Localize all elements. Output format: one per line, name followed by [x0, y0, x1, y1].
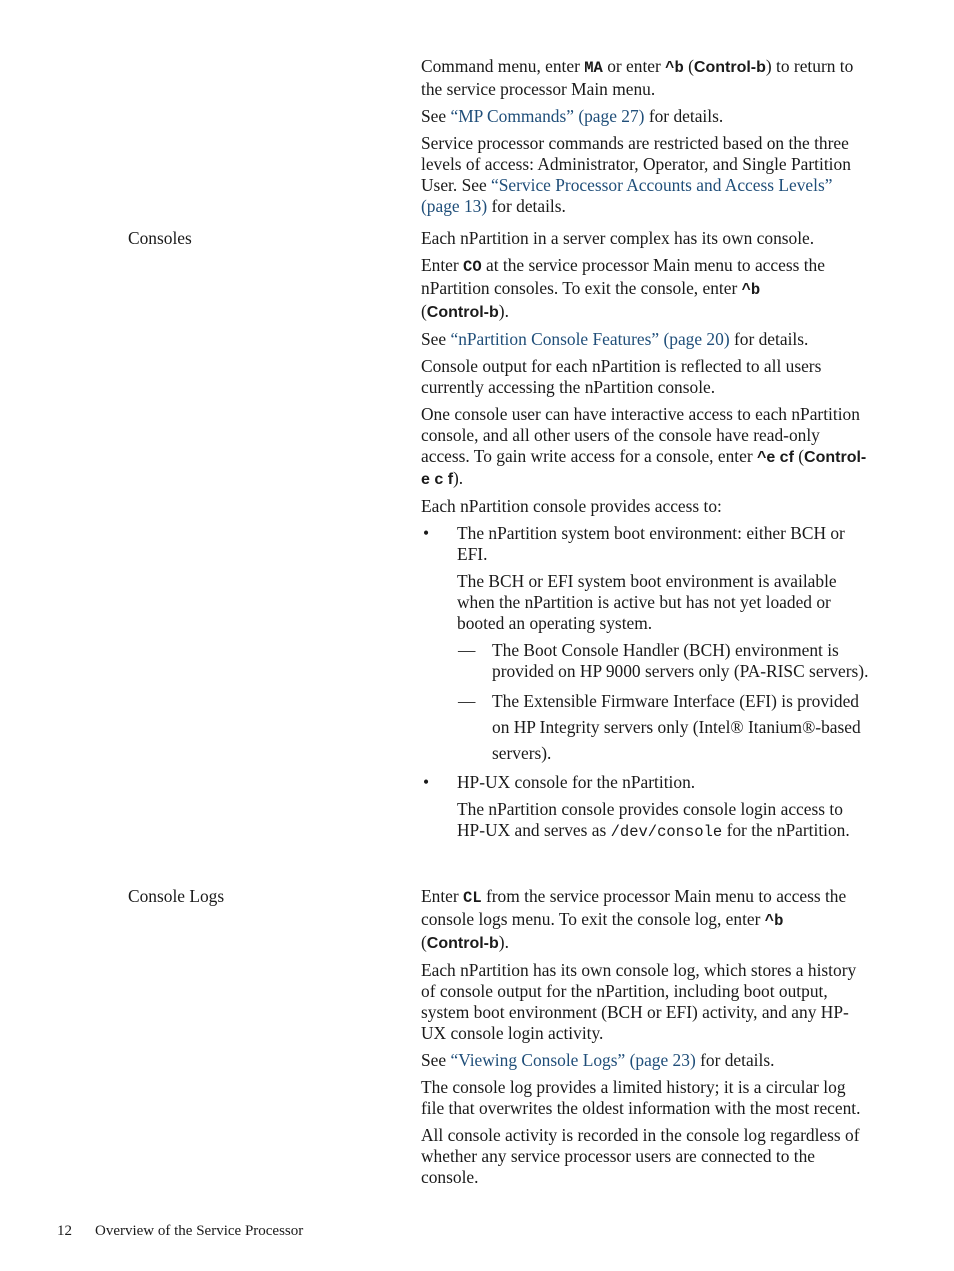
- key-control-b: Control-b: [426, 935, 499, 952]
- list-item: — The Extensible Firmware Interface (EFI) is provided on HP Integrity servers only (Intel® Itanium®-based servers).: [421, 688, 869, 766]
- list-item: • HP-UX console for the nPartition.: [423, 772, 696, 792]
- consoles-enter-paragraph: Enter CO at the service processor Main menu to access the nPartition consoles. To exit the console, enter ^b (Control-b).: [421, 255, 825, 321]
- console-output-paragraph: Console output for each nPartition is reflected to all users currently accessing the nPartition console.: [421, 356, 822, 397]
- command-ctrl-b: ^b: [764, 912, 784, 930]
- term-console-logs: Console Logs: [128, 886, 225, 906]
- command-ctrl-b: ^b: [665, 59, 684, 77]
- key-control-b: Control-b: [426, 304, 499, 321]
- hpux-console-detail: The nPartition console provides console login access to HP-UX and serves as /dev/console for the nPartition.: [457, 799, 850, 841]
- access-list-intro: Each nPartition console provides access to:: [421, 496, 722, 516]
- console-logs-block: [421, 886, 869, 1194]
- boot-environment-detail: The BCH or EFI system boot environment is available when the nPartition is active but has not yet loaded or booted an operating system.: [457, 571, 837, 633]
- command-ctrl-b: ^b: [741, 281, 761, 299]
- accounts-access-link[interactable]: “Service Processor Accounts and Access Levels” (page 13): [421, 175, 833, 216]
- console-log-history-paragraph: Each nPartition has its own console log, which stores a history of console output for the nPartition, including boot output, system boot environment (BCH or EFI) activity, and any HP-UX console login activity.: [421, 960, 857, 1043]
- console-features-paragraph: See “nPartition Console Features” (page 20) for details.: [421, 329, 809, 349]
- intro-block: [421, 56, 869, 223]
- activity-recorded-paragraph: All console activity is recorded in the console log regardless of whether any service processor users are connected to the console.: [421, 1125, 860, 1187]
- dash-mark: —: [458, 640, 476, 660]
- consoles-intro: Each nPartition in a server complex has its own console.: [421, 228, 815, 248]
- dash-mark: —: [458, 691, 476, 711]
- command-ma: MA: [584, 59, 603, 77]
- circular-log-paragraph: The console log provides a limited history; it is a circular log file that overwrites the oldest information with the most recent.: [421, 1077, 861, 1118]
- list-item: • The nPartition system boot environment: either BCH or EFI.: [423, 523, 845, 564]
- page-footer: [57, 1222, 303, 1240]
- command-co: CO: [463, 258, 482, 276]
- console-features-link[interactable]: “nPartition Console Features” (page 20): [450, 329, 730, 349]
- write-access-paragraph: One console user can have interactive access to each nPartition console, and all other users of the console have read-only access. To gain write access for a console, enter ^e cf (Control-e c f).: [421, 404, 867, 488]
- bullet-mark: •: [423, 772, 430, 792]
- command-menu-paragraph: Command menu, enter MA or enter ^b (Control-b) to return to the service processor Main menu.: [421, 56, 854, 99]
- term-consoles: Consoles: [128, 228, 192, 248]
- viewing-logs-paragraph: See “Viewing Console Logs” (page 23) for details.: [421, 1050, 775, 1070]
- page-number: 12: [57, 1223, 72, 1239]
- bullet-mark: •: [423, 523, 430, 543]
- key-control-e-c-f: Control-e c f: [421, 449, 867, 488]
- mp-commands-link[interactable]: “MP Commands” (page 27): [450, 106, 645, 126]
- access-levels-paragraph: Service processor commands are restricted based on the three levels of access: Administrator, Operator, and Single Partition User. See “Service Processor Accounts and Access Levels” (page 13) for details.: [421, 133, 851, 216]
- key-ctrl-e-cf: ^e cf: [756, 449, 794, 466]
- key-control-b: Control-b: [693, 59, 766, 76]
- consoles-block: [421, 228, 869, 849]
- command-cl: CL: [463, 889, 482, 907]
- mp-commands-paragraph: See “MP Commands” (page 27) for details.: [421, 106, 724, 126]
- viewing-console-logs-link[interactable]: “Viewing Console Logs” (page 23): [450, 1050, 696, 1070]
- console-logs-enter-paragraph: Enter CL from the service processor Main menu to access the console logs menu. To exit the console log, enter ^b (Control-b).: [421, 886, 847, 952]
- dev-console-path: /dev/console: [610, 823, 723, 841]
- footer-title: Overview of the Service Processor: [95, 1223, 304, 1239]
- list-item: — The Boot Console Handler (BCH) environment is provided on HP 9000 servers only (PA-RISC servers).: [458, 640, 869, 681]
